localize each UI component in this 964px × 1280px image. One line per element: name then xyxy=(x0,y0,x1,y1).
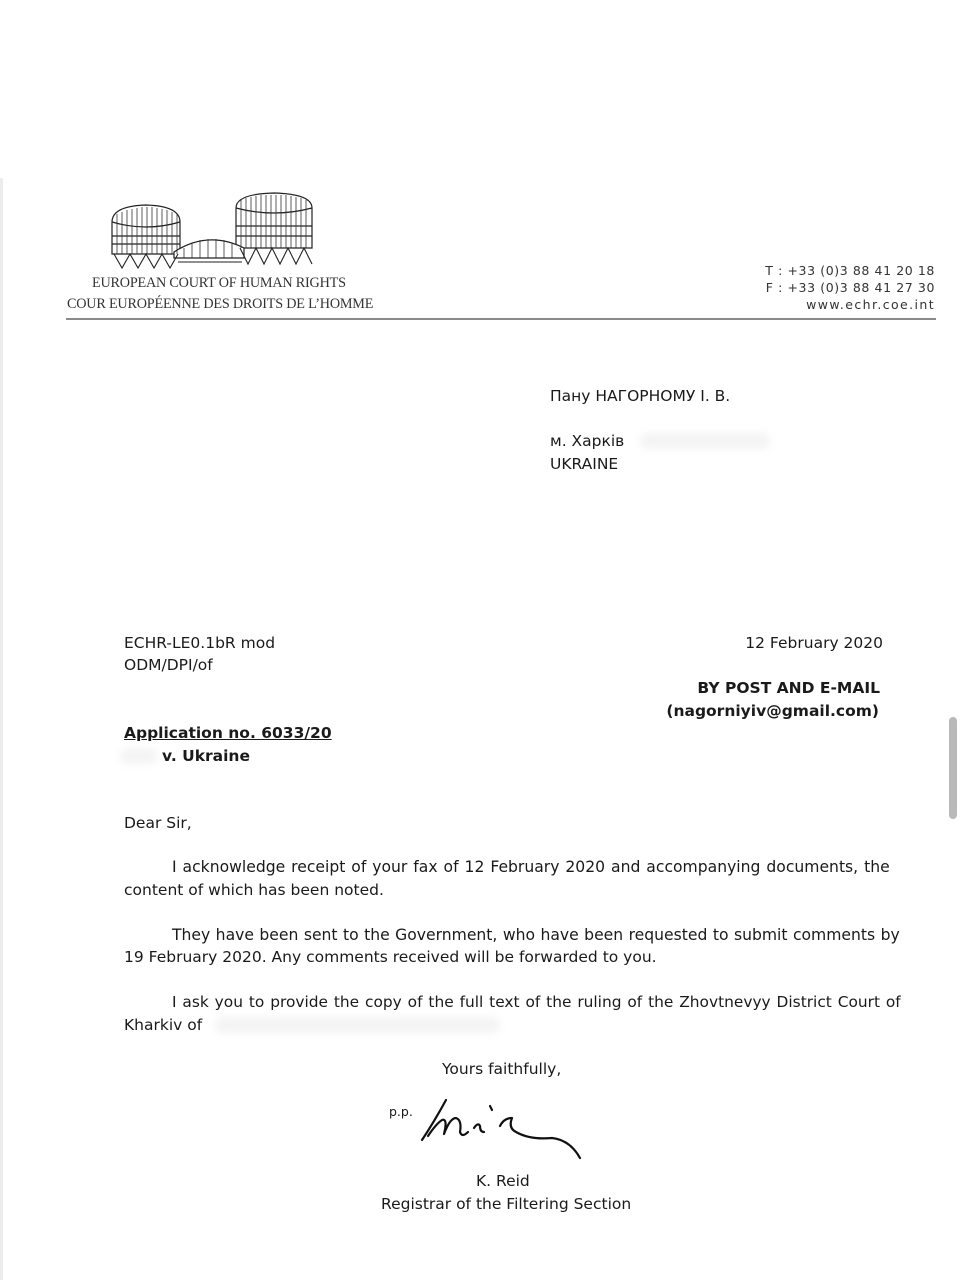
court-building-logo xyxy=(108,192,336,270)
paragraph-2-line-1: They have been sent to the Government, who have been requested to submit comments by xyxy=(172,926,900,944)
signatory-title: Registrar of the Filtering Section xyxy=(381,1195,632,1213)
paragraph-1-line-1: I acknowledge receipt of your fax of 12 February 2020 and accompanying documents, the xyxy=(172,858,890,876)
reference-code: ECHR-LE0.1bR mod xyxy=(124,634,276,652)
delivery-method: BY POST AND E-MAIL xyxy=(697,679,880,697)
salutation: Dear Sir, xyxy=(124,814,192,832)
signature-image xyxy=(420,1088,590,1164)
letter-date: 12 February 2020 xyxy=(745,634,883,652)
header-divider xyxy=(66,318,936,320)
recipient-country: UKRAINE xyxy=(550,455,619,473)
recipient-email[interactable]: (nagorniyiv@gmail.com) xyxy=(666,702,879,720)
telephone-number: T : +33 (0)3 88 41 20 18 xyxy=(765,263,935,278)
paragraph-2-line-2: 19 February 2020. Any comments received will be forwarded to you. xyxy=(124,948,657,966)
per-procurationem: p.p. xyxy=(389,1104,413,1119)
fax-number: F : +33 (0)3 88 41 27 30 xyxy=(765,280,935,295)
paragraph-1-line-2: content of which has been noted. xyxy=(124,881,384,899)
recipient-city: м. Харків xyxy=(550,432,625,450)
recipient-name: Пану НАГОРНОМУ І. В. xyxy=(550,387,731,405)
redacted-ruling-date xyxy=(215,1017,500,1033)
court-name-french: COUR EUROPÉENNE DES DROITS DE L’HOMME xyxy=(67,296,374,312)
page-edge xyxy=(0,178,3,1280)
application-number: Application no. 6033/20 xyxy=(124,724,332,742)
court-name-english: EUROPEAN COURT OF HUMAN RIGHTS xyxy=(92,275,346,291)
scrollbar-thumb[interactable] xyxy=(949,717,957,819)
paragraph-3-line-1: I ask you to provide the copy of the full text of the ruling of the Zhovtnevyy District Court of xyxy=(172,993,901,1011)
website-link[interactable]: www.echr.coe.int xyxy=(806,297,935,312)
valediction: Yours faithfully, xyxy=(442,1060,562,1078)
reference-initials: ODM/DPI/of xyxy=(124,656,213,674)
redacted-applicant xyxy=(120,748,158,764)
signatory-name: K. Reid xyxy=(476,1172,530,1190)
application-parties: v. Ukraine xyxy=(162,747,250,765)
paragraph-3-line-2: Kharkiv of xyxy=(124,1016,203,1034)
redacted-address xyxy=(640,433,770,449)
